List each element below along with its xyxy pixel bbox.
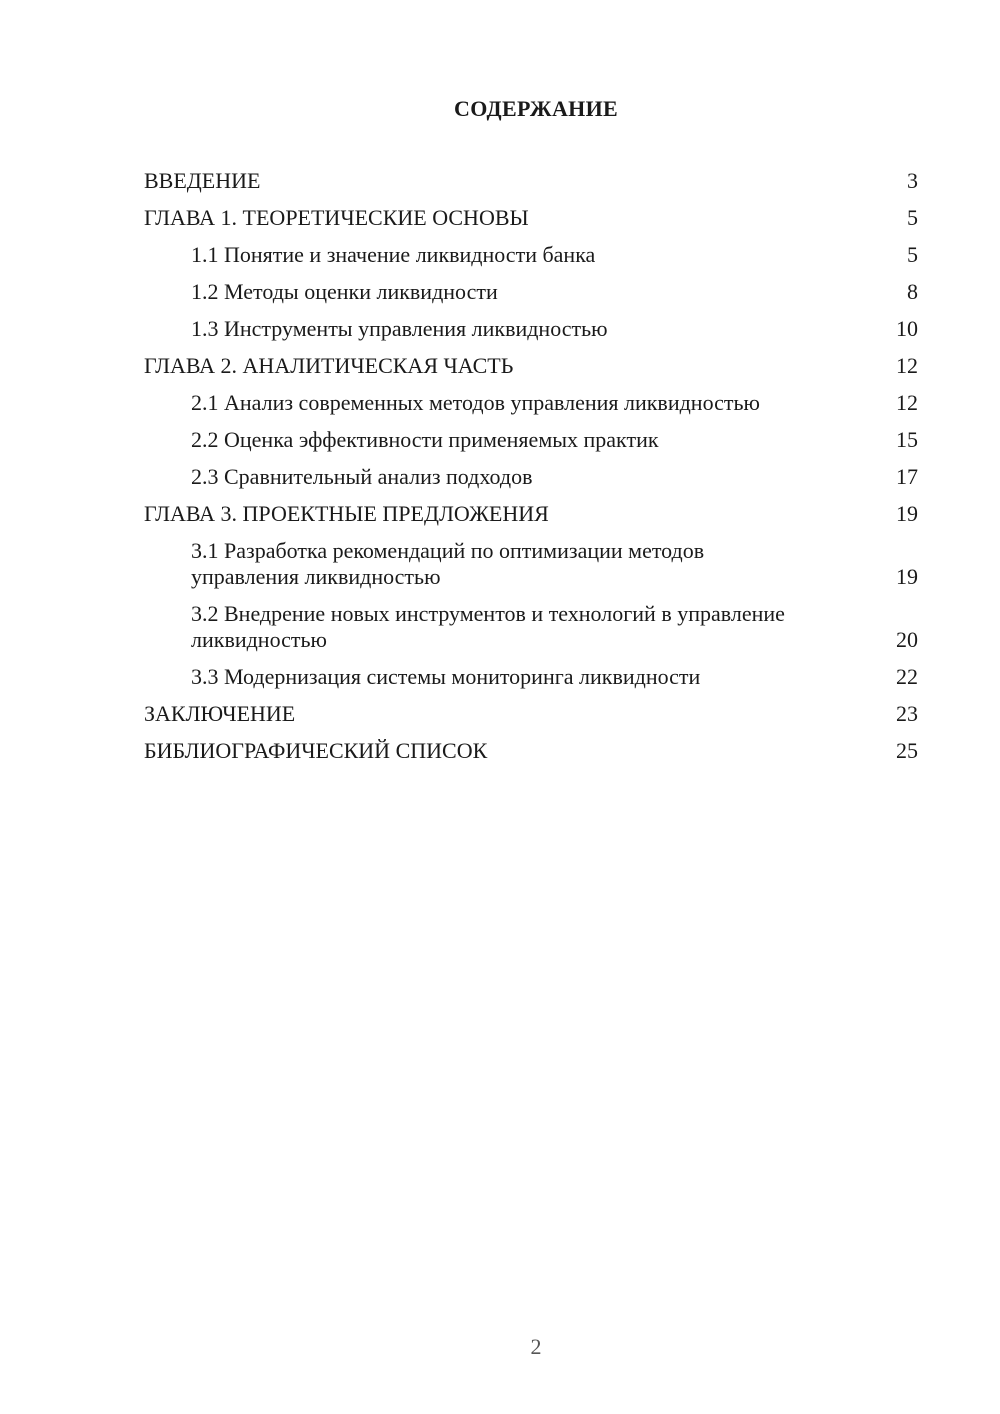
toc-entry-section-1-2[interactable] [144,279,918,305]
toc-entry-label: ЗАКЛЮЧЕНИЕ [144,701,296,726]
toc-entry-page: 15 [896,427,918,452]
toc-entry-page: 22 [896,664,918,689]
toc-entry-label: БИБЛИОГРАФИЧЕСКИЙ СПИСОК [144,738,488,763]
toc-entry-page: 3 [907,168,918,193]
toc-entry-bibliography[interactable] [144,738,918,764]
toc-entry-page: 5 [907,205,918,230]
toc-entry-label: ГЛАВА 3. ПРОЕКТНЫЕ ПРЕДЛОЖЕНИЯ [144,501,549,526]
toc-entry-conclusion[interactable] [144,701,918,727]
toc-entry-label: ГЛАВА 1. ТЕОРЕТИЧЕСКИЕ ОСНОВЫ [144,205,529,230]
toc-entry-section-2-2[interactable] [144,427,918,453]
toc-entry-label: 3.2 Внедрение новых инструментов и технологий в управление ликвидностью [191,601,785,652]
toc-entry-chapter-3[interactable] [144,501,918,527]
toc-entry-label: 3.1 Разработка рекомендаций по оптимизации методов управления ликвидностью [191,538,705,589]
toc-entry-label: 1.2 Методы оценки ликвидности [191,279,498,304]
toc-title: СОДЕРЖАНИЕ [454,96,618,121]
toc-entry-section-3-3[interactable] [144,664,918,690]
toc-entry-section-2-1[interactable] [144,390,918,416]
page-number: 2 [530,1334,542,1359]
toc-entry-page: 17 [896,464,918,489]
toc-entry-page: 5 [907,242,918,267]
toc-entry-label: 2.1 Анализ современных методов управления ликвидностью [191,390,760,415]
toc-entry-section-3-2[interactable] [144,601,918,653]
toc-entry-page: 20 [896,627,918,652]
toc-entry-chapter-1[interactable] [144,205,918,231]
toc-entry-label: ГЛАВА 2. АНАЛИТИЧЕСКАЯ ЧАСТЬ [144,353,514,378]
toc-entry-page: 8 [907,279,918,304]
toc-entry-chapter-2[interactable] [144,353,918,379]
toc-entry-page: 12 [896,390,918,415]
toc-entry-page: 23 [896,701,918,726]
toc-entry-label: 3.3 Модернизация системы мониторинга ликвидности [191,664,701,689]
toc-entry-label: 2.3 Сравнительный анализ подходов [191,464,533,489]
toc-entry-label: ВВЕДЕНИЕ [144,168,261,193]
toc-entry-section-1-3[interactable] [144,316,918,342]
toc-entry-page: 10 [896,316,918,341]
toc-entry-label: 2.2 Оценка эффективности применяемых практик [191,427,659,452]
toc-entry-page: 19 [896,501,918,526]
toc-entry-section-1-1[interactable] [144,242,918,268]
table-of-contents [144,168,918,775]
toc-entry-label: 1.1 Понятие и значение ликвидности банка [191,242,596,267]
toc-entry-label: 1.3 Инструменты управления ликвидностью [191,316,608,341]
toc-entry-page: 12 [896,353,918,378]
toc-entry-introduction[interactable] [144,168,918,194]
toc-entry-section-3-1[interactable] [144,538,918,590]
toc-entry-page: 19 [896,564,918,589]
toc-entry-section-2-3[interactable] [144,464,918,490]
toc-entry-page: 25 [896,738,918,763]
